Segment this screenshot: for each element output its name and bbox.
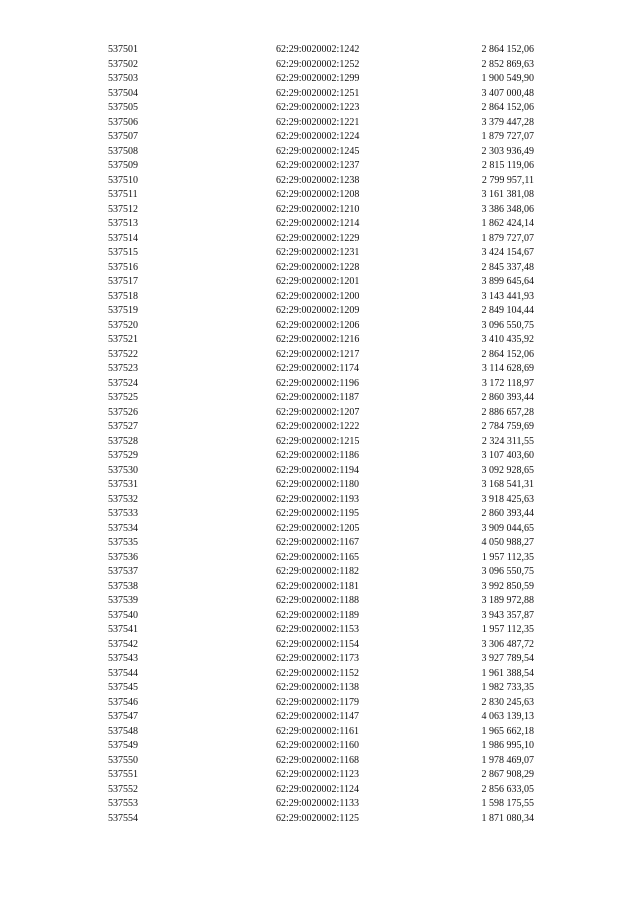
row-number: 537543	[108, 653, 138, 664]
table-row	[108, 667, 534, 682]
row-amount: 3 943 357,87	[481, 609, 534, 621]
row-amount: 2 845 337,48	[481, 261, 534, 273]
table-row	[108, 435, 534, 450]
row-number: 537523	[108, 363, 138, 374]
row-amount: 3 114 628,69	[481, 363, 534, 374]
row-amount: 2 830 245,63	[481, 696, 534, 708]
cadastral-number: 62:29:0020002:1179	[276, 696, 359, 708]
row-number: 537518	[108, 290, 138, 302]
row-amount: 3 143 441,93	[481, 290, 534, 302]
table-row	[108, 232, 534, 247]
row-number: 537533	[108, 508, 138, 519]
table-row	[108, 493, 534, 508]
row-number: 537525	[108, 392, 138, 403]
cadastral-number: 62:29:0020002:1222	[276, 421, 360, 432]
row-number: 537519	[108, 305, 138, 316]
table-row	[108, 464, 534, 479]
row-amount: 1 879 727,07	[481, 232, 534, 244]
cadastral-number: 62:29:0020002:1229	[276, 232, 360, 244]
row-number: 537505	[108, 102, 138, 113]
row-number: 537539	[108, 595, 138, 606]
row-number: 537531	[108, 479, 138, 490]
cadastral-number: 62:29:0020002:1165	[276, 551, 359, 563]
row-amount: 3 899 645,64	[481, 276, 534, 287]
table-row	[108, 116, 534, 131]
row-amount: 2 860 393,44	[481, 508, 534, 519]
table-row	[108, 507, 534, 522]
table-row	[108, 797, 534, 812]
table-row	[108, 261, 534, 276]
table-row	[108, 174, 534, 189]
row-amount: 3 410 435,92	[481, 334, 534, 345]
row-amount: 2 815 119,06	[481, 160, 534, 171]
row-amount: 3 407 000,48	[481, 87, 534, 99]
cadastral-number: 62:29:0020002:1189	[276, 609, 359, 621]
table-row	[108, 739, 534, 754]
table-row	[108, 478, 534, 493]
table-row	[108, 130, 534, 145]
row-number: 537542	[108, 638, 138, 650]
row-number: 537521	[108, 334, 138, 345]
cadastral-number: 62:29:0020002:1206	[276, 319, 360, 331]
row-amount: 3 424 154,67	[481, 247, 534, 258]
cadastral-number: 62:29:0020002:1186	[276, 450, 359, 461]
row-number: 537504	[108, 87, 138, 99]
row-amount: 3 096 550,75	[481, 319, 534, 331]
row-number: 537535	[108, 537, 138, 548]
cadastral-number: 62:29:0020002:1231	[276, 247, 360, 258]
row-number: 537536	[108, 551, 138, 563]
row-number: 537546	[108, 696, 138, 708]
cadastral-number: 62:29:0020002:1217	[276, 348, 360, 360]
table-row	[108, 188, 534, 203]
row-amount: 1 965 662,18	[481, 725, 534, 737]
cadastral-number: 62:29:0020002:1123	[276, 769, 359, 780]
row-number: 537541	[108, 624, 138, 635]
table-row	[108, 725, 534, 740]
row-amount: 2 852 869,63	[481, 58, 534, 70]
row-amount: 2 864 152,06	[481, 102, 534, 113]
row-number: 537547	[108, 711, 138, 722]
cadastral-number: 62:29:0020002:1205	[276, 522, 360, 534]
table-row	[108, 623, 534, 638]
row-number: 537534	[108, 522, 138, 534]
cadastral-number: 62:29:0020002:1201	[276, 276, 360, 287]
row-number: 537552	[108, 783, 138, 795]
row-amount: 2 856 633,05	[481, 783, 534, 795]
table-row	[108, 406, 534, 421]
table-row	[108, 696, 534, 711]
row-number: 537538	[108, 580, 138, 592]
table-row	[108, 652, 534, 667]
row-amount: 1 957 112,35	[481, 551, 534, 563]
row-amount: 2 867 908,29	[481, 769, 534, 780]
cadastral-number: 62:29:0020002:1238	[276, 174, 360, 186]
cadastral-number: 62:29:0020002:1167	[276, 537, 359, 548]
table-row	[108, 710, 534, 725]
row-amount: 3 992 850,59	[481, 580, 534, 592]
row-number: 537553	[108, 798, 138, 809]
row-amount: 1 986 995,10	[481, 740, 534, 751]
table-row	[108, 159, 534, 174]
row-amount: 2 864 152,06	[481, 348, 534, 360]
cadastral-number: 62:29:0020002:1208	[276, 189, 360, 200]
cadastral-number: 62:29:0020002:1124	[276, 783, 359, 795]
table-row	[108, 333, 534, 348]
cadastral-number: 62:29:0020002:1125	[276, 812, 359, 824]
row-amount: 3 092 928,65	[481, 464, 534, 476]
cadastral-number: 62:29:0020002:1193	[276, 493, 359, 505]
row-amount: 3 909 044,65	[481, 522, 534, 534]
row-amount: 1 982 733,35	[481, 682, 534, 693]
row-amount: 1 961 388,54	[481, 667, 534, 679]
row-number: 537529	[108, 450, 138, 461]
row-amount: 2 864 152,06	[481, 44, 534, 55]
cadastral-number: 62:29:0020002:1216	[276, 334, 360, 345]
table-row	[108, 72, 534, 87]
cadastral-number: 62:29:0020002:1174	[276, 363, 359, 374]
table-row	[108, 594, 534, 609]
row-number: 537502	[108, 58, 138, 70]
row-number: 537506	[108, 116, 138, 128]
row-number: 537530	[108, 464, 138, 476]
row-amount: 3 161 381,08	[481, 189, 534, 200]
cadastral-number: 62:29:0020002:1215	[276, 435, 360, 447]
cadastral-number: 62:29:0020002:1209	[276, 305, 360, 316]
row-amount: 3 379 447,28	[481, 116, 534, 128]
row-number: 537544	[108, 667, 138, 679]
table-row	[108, 754, 534, 769]
cadastral-number: 62:29:0020002:1245	[276, 145, 360, 157]
row-number: 537512	[108, 203, 138, 215]
table-row	[108, 420, 534, 435]
row-number: 537516	[108, 261, 138, 273]
row-amount: 1 957 112,35	[481, 624, 534, 635]
row-amount: 1 978 469,07	[481, 754, 534, 766]
row-number: 537548	[108, 725, 138, 737]
row-amount: 3 172 118,97	[481, 377, 534, 389]
row-number: 537513	[108, 218, 138, 229]
row-number: 537508	[108, 145, 138, 157]
table-row	[108, 101, 534, 116]
row-number: 537520	[108, 319, 138, 331]
row-amount: 4 050 988,27	[481, 537, 534, 548]
table-row	[108, 87, 534, 102]
row-amount: 1 862 424,14	[481, 218, 534, 229]
table-row	[108, 565, 534, 580]
row-number: 537528	[108, 435, 138, 447]
row-number: 537527	[108, 421, 138, 432]
table-row	[108, 217, 534, 232]
row-amount: 2 799 957,11	[481, 174, 534, 186]
cadastral-number: 62:29:0020002:1168	[276, 754, 359, 766]
cadastral-number: 62:29:0020002:1153	[276, 624, 359, 635]
row-number: 537501	[108, 44, 138, 55]
cadastral-number: 62:29:0020002:1194	[276, 464, 359, 476]
row-amount: 1 900 549,90	[481, 73, 534, 84]
row-amount: 2 784 759,69	[481, 421, 534, 432]
table-row	[108, 812, 534, 827]
row-number: 537507	[108, 131, 138, 142]
cadastral-number: 62:29:0020002:1237	[276, 160, 360, 171]
cadastral-number: 62:29:0020002:1252	[276, 58, 360, 70]
table-row	[108, 362, 534, 377]
row-number: 537551	[108, 769, 138, 780]
cadastral-number: 62:29:0020002:1188	[276, 595, 359, 606]
row-amount: 1 598 175,55	[481, 798, 534, 809]
row-amount: 4 063 139,13	[481, 711, 534, 722]
table-row	[108, 304, 534, 319]
row-amount: 3 306 487,72	[481, 638, 534, 650]
data-table	[108, 43, 534, 826]
cadastral-number: 62:29:0020002:1251	[276, 87, 360, 99]
row-amount: 2 303 936,49	[481, 145, 534, 157]
table-row	[108, 290, 534, 305]
row-amount: 2 886 657,28	[481, 406, 534, 418]
row-amount: 3 918 425,63	[481, 493, 534, 505]
row-amount: 1 871 080,34	[481, 812, 534, 824]
table-row	[108, 783, 534, 798]
row-number: 537545	[108, 682, 138, 693]
table-row	[108, 377, 534, 392]
table-row	[108, 391, 534, 406]
cadastral-number: 62:29:0020002:1242	[276, 44, 360, 55]
cadastral-number: 62:29:0020002:1214	[276, 218, 360, 229]
table-body	[108, 43, 534, 826]
row-amount: 3 107 403,60	[481, 450, 534, 461]
table-row	[108, 58, 534, 73]
cadastral-number: 62:29:0020002:1161	[276, 725, 359, 737]
table-row	[108, 275, 534, 290]
cadastral-number: 62:29:0020002:1223	[276, 102, 360, 113]
row-amount: 3 386 348,06	[481, 203, 534, 215]
table-row	[108, 348, 534, 363]
table-row	[108, 580, 534, 595]
cadastral-number: 62:29:0020002:1133	[276, 798, 359, 809]
cadastral-number: 62:29:0020002:1160	[276, 740, 359, 751]
table-row	[108, 145, 534, 160]
cadastral-number: 62:29:0020002:1138	[276, 682, 359, 693]
row-amount: 3 189 972,88	[481, 595, 534, 606]
row-number: 537510	[108, 174, 138, 186]
cadastral-number: 62:29:0020002:1195	[276, 508, 359, 519]
row-amount: 3 168 541,31	[481, 479, 534, 490]
row-number: 537526	[108, 406, 138, 418]
row-number: 537550	[108, 754, 138, 766]
table-row	[108, 319, 534, 334]
table-row	[108, 681, 534, 696]
cadastral-number: 62:29:0020002:1228	[276, 261, 360, 273]
row-amount: 2 324 311,55	[481, 435, 534, 447]
row-amount: 3 096 550,75	[481, 566, 534, 577]
row-number: 537522	[108, 348, 138, 360]
cadastral-number: 62:29:0020002:1196	[276, 377, 359, 389]
table-row	[108, 246, 534, 261]
row-number: 537540	[108, 609, 138, 621]
table-row	[108, 203, 534, 218]
table-row	[108, 609, 534, 624]
cadastral-number: 62:29:0020002:1221	[276, 116, 360, 128]
table-row	[108, 768, 534, 783]
cadastral-number: 62:29:0020002:1210	[276, 203, 360, 215]
cadastral-number: 62:29:0020002:1180	[276, 479, 359, 490]
cadastral-number: 62:29:0020002:1181	[276, 580, 359, 592]
cadastral-number: 62:29:0020002:1207	[276, 406, 360, 418]
row-number: 537515	[108, 247, 138, 258]
cadastral-number: 62:29:0020002:1200	[276, 290, 360, 302]
cadastral-number: 62:29:0020002:1147	[276, 711, 359, 722]
row-amount: 1 879 727,07	[481, 131, 534, 142]
cadastral-number: 62:29:0020002:1299	[276, 73, 360, 84]
cadastral-number: 62:29:0020002:1182	[276, 566, 359, 577]
cadastral-number: 62:29:0020002:1154	[276, 638, 359, 650]
table-row	[108, 551, 534, 566]
row-number: 537537	[108, 566, 138, 577]
row-number: 537509	[108, 160, 138, 171]
table-row	[108, 536, 534, 551]
row-number: 537554	[108, 812, 138, 824]
row-number: 537511	[108, 189, 138, 200]
row-number: 537503	[108, 73, 138, 84]
table-row	[108, 43, 534, 58]
row-number: 537532	[108, 493, 138, 505]
row-number: 537514	[108, 232, 138, 244]
row-amount: 2 849 104,44	[481, 305, 534, 316]
row-number: 537549	[108, 740, 138, 751]
table-row	[108, 449, 534, 464]
cadastral-number: 62:29:0020002:1187	[276, 392, 359, 403]
cadastral-number: 62:29:0020002:1152	[276, 667, 359, 679]
row-amount: 2 860 393,44	[481, 392, 534, 403]
row-number: 537524	[108, 377, 138, 389]
row-amount: 3 927 789,54	[481, 653, 534, 664]
row-number: 537517	[108, 276, 138, 287]
table-row	[108, 638, 534, 653]
cadastral-number: 62:29:0020002:1224	[276, 131, 360, 142]
cadastral-number: 62:29:0020002:1173	[276, 653, 359, 664]
table-row	[108, 522, 534, 537]
